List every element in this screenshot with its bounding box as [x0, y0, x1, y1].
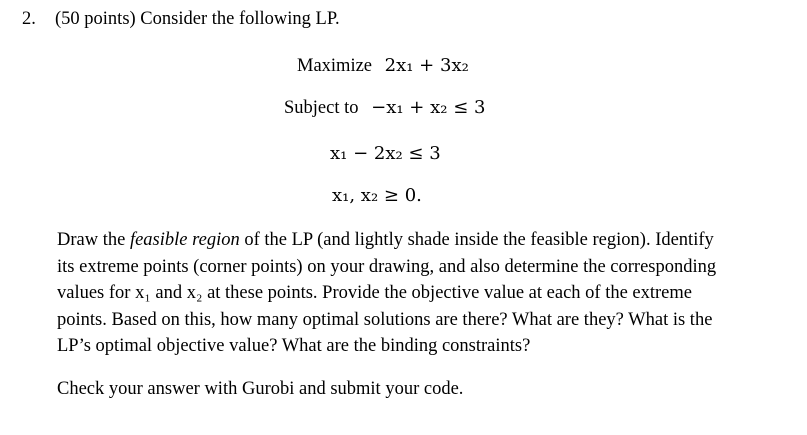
instructions-paragraph — [57, 227, 787, 360]
paragraph-line-2: its extreme points (corner points) on your drawing, and also determine the corresponding — [57, 256, 717, 277]
check-instruction: Check your answer with Gurobi and submit your code. — [57, 379, 464, 399]
constraint-line-1 — [284, 97, 485, 119]
paragraph-line-1-start: Draw the — [57, 230, 130, 250]
problem-heading — [22, 8, 340, 30]
paragraph-line-3: values for x₁ and x₂ at these points. Provide the objective value at each of the extreme — [57, 283, 692, 304]
problem-number: 2. — [22, 9, 36, 29]
constraint-line-2 — [330, 143, 441, 165]
objective-expression: 2x₁ + 3x₂ — [384, 55, 469, 76]
paragraph-line-1-end: of the LP (and lightly shade inside the feasible region). Identify — [239, 230, 714, 250]
objective-label: Maximize — [297, 56, 373, 76]
feasible-region-term: feasible region — [129, 230, 240, 250]
paragraph-line-5: LP’s optimal objective value? What are the binding constraints? — [57, 336, 531, 357]
constraint-line-3 — [332, 185, 422, 207]
constraint-2: x₁ − 2x₂ ≤ 3 — [330, 143, 441, 164]
paragraph-line-4: points. Based on this, how many optimal solutions are there? What are they? What is the — [57, 309, 713, 330]
objective-line — [297, 55, 469, 77]
subject-to-label: Subject to — [284, 98, 359, 118]
nonnegativity-constraint: x₁, x₂ ≥ 0. — [332, 185, 422, 206]
problem-heading-text: (50 points) Consider the following LP. — [55, 9, 340, 29]
paragraph-line-1 — [57, 227, 787, 254]
constraint-1: −x₁ + x₂ ≤ 3 — [371, 97, 486, 118]
